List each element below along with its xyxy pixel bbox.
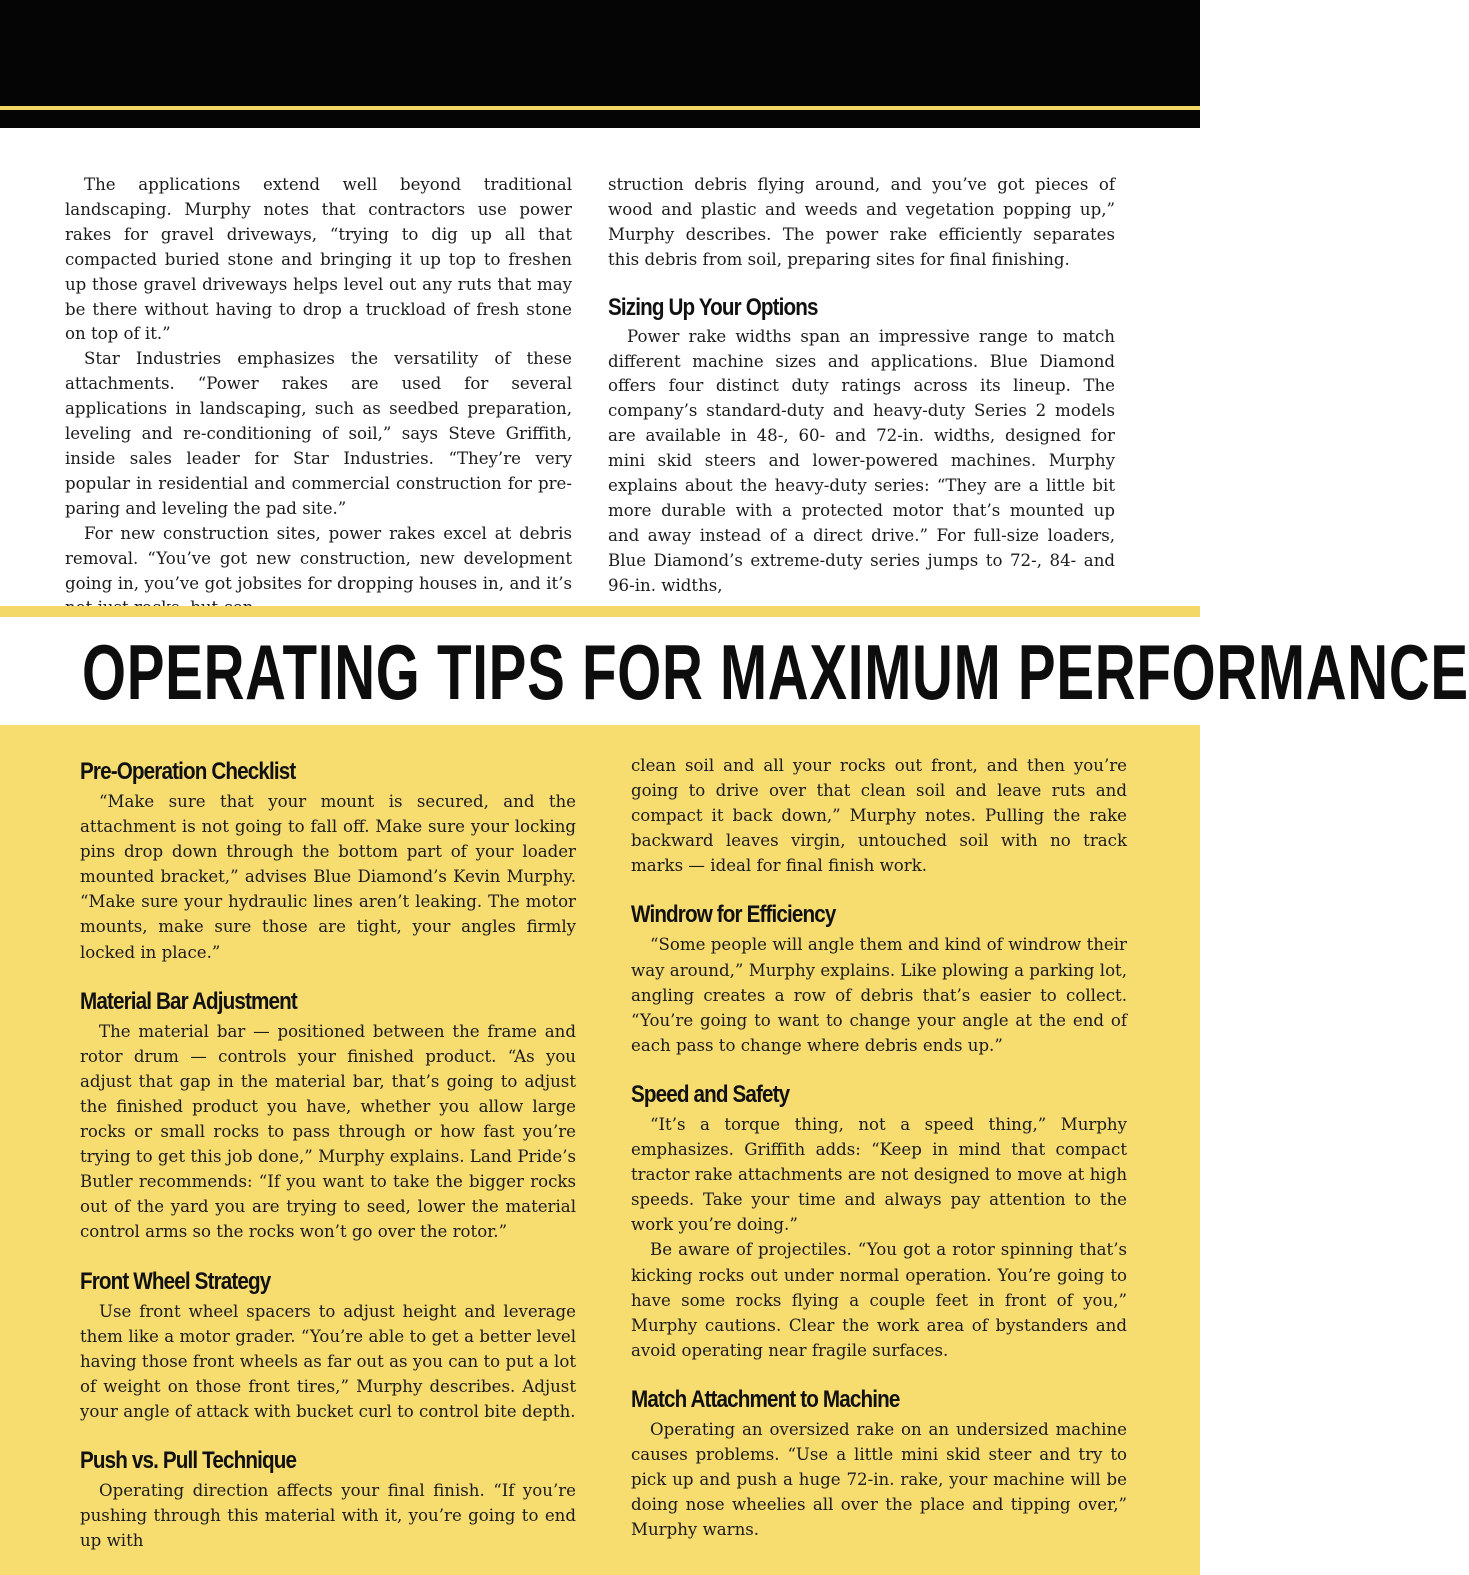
- body-paragraph: Power rake widths span an impressive range to match different machine sizes and applications. Blue Diamond offers four distinct duty ratings across its lineup. The company’s standard-duty and heavy-duty Series 2 models are available in 48-, 60- and 72-in. widths, designed for mini skid steers and lower-powered machines. Murphy explains about the heavy-duty series: “They are a little bit more durable with a protected motor that’s mounted up and away instead of a direct drive.” For full-size loaders, Blue Diamond’s extreme-duty series jumps to 72-, 84- and 96-in. widths,: [608, 326, 1115, 595]
- sidebar-title-area: [0, 617, 1469, 725]
- yellow-band-top: [0, 606, 1200, 617]
- tip-text-continuation: clean soil and all your rocks out front, and then you’re going to drive over that clean soil and leave ruts and compact it back down,” Murphy notes. Pulling the rake backward leaves virgin, untouched soil with no track marks — ideal for final finish work.: [631, 756, 1127, 876]
- tip-heading: Speed and Safety: [631, 1080, 790, 1108]
- body-paragraph-continuation: struction debris flying around, and you’ve got pieces of wood and plastic and weeds and vegetation popping up,” Murphy describes. The power rake efficiently separates this debris from soil, preparing sites for final finishing.: [608, 175, 1115, 269]
- tip-text: Operating an oversized rake on an undersized machine causes problems. “Use a little mini skid steer and try to pick up and push a huge 72-in. rake, your machine will be doing nose wheelies all over the place and tipping over,” Murphy warns.: [631, 1419, 1127, 1540]
- header-black-stripe: [0, 110, 1200, 128]
- upper-right-column: [608, 173, 1115, 599]
- sidebar-right-column: [631, 753, 1127, 1542]
- tip-text: Operating direction affects your final finish. “If you’re pushing through this material with it, you’re going to end up with: [80, 1480, 576, 1551]
- tip-text: Be aware of projectiles. “You got a rotor spinning that’s kicking rocks out under normal operation. You’re going to have some rocks flying a couple feet in front of you,” Murphy cautions. Clear the work area of bystanders and avoid operating near fragile surfaces.: [631, 1240, 1127, 1360]
- tip-text: “It’s a torque thing, not a speed thing,” Murphy emphasizes. Griffith adds: “Keep in mind that compact tractor rake attachments are not designed to move at high speeds. Take your time and always pay attention to the work you’re doing.”: [631, 1114, 1127, 1235]
- tip-text: The material bar — positioned between the frame and rotor drum — controls your finished product. “As you adjust that gap in the material bar, that’s going to adjust the finished product you have, whether you allow large rocks or small rocks to pass through or how fast you’re trying to get this job done,” Murphy explains. Land Pride’s Butler recommends: “If you want to take the bigger rocks out of the yard you are trying to seed, lower the material control arms so the rocks won’t go over the rotor.”: [80, 1021, 576, 1242]
- tip-heading: Material Bar Adjustment: [80, 987, 297, 1015]
- tip-heading: Windrow for Efficiency: [631, 901, 836, 929]
- section-heading: Sizing Up Your Options: [608, 293, 818, 321]
- tip-heading: Front Wheel Strategy: [80, 1267, 271, 1295]
- tip-text: “Some people will angle them and kind of windrow their way around,” Murphy explains. Like plowing a parking lot, angling creates a row of debris that’s easier to collect. “You’re going to want to change your angle at the end of each pass to change where debris ends up.”: [631, 935, 1127, 1055]
- tip-heading: Push vs. Pull Technique: [80, 1446, 297, 1474]
- header-black-band: [0, 0, 1200, 106]
- body-paragraph: The applications extend well beyond traditional landscaping. Murphy notes that contractors use power rakes for gravel driveways, “trying to dig up all that compacted buried stone and bringing it up top to freshen up those gravel driveways helps level out any ruts that may be there without having to drop a truckload of fresh stone on top of it.”: [65, 175, 572, 344]
- body-paragraph: Star Industries emphasizes the versatility of these attachments. “Power rakes are used for several applications in landscaping, such as seedbed preparation, leveling and re-conditioning of soil,” says Steve Griffith, inside sales leader for Star Industries. “They’re very popular in residential and commercial construction for preparing and leveling the pad site.”: [65, 349, 572, 518]
- sidebar-box: [0, 725, 1200, 1575]
- sidebar-title: OPERATING TIPS FOR MAXIMUM PERFORMANCE: [82, 628, 1469, 716]
- tip-text: “Make sure that your mount is secured, and the attachment is not going to fall off. Make sure your locking pins drop down through the bottom part of your loader mounted bracket,” advises Blue Diamond’s Kevin Murphy. “Make sure your hydraulic lines aren’t leaking. The motor mounts, make sure those are tight, your angles firmly locked in place.”: [80, 792, 576, 962]
- sidebar-left-column: [80, 757, 576, 1553]
- body-paragraph: For new construction sites, power rakes excel at debris removal. “You’ve got new construction, new development going in, you’ve got jobsites for dropping houses in, and it’s: [65, 523, 572, 593]
- upper-left-column: [65, 173, 572, 621]
- tip-text: Use front wheel spacers to adjust height and leverage them like a motor grader. “You’re able to get a better level having those front wheels as far out as you can to put a lot of weight on those front tires,” Murphy describes. Adjust your angle of attack with bucket curl to control bite depth.: [80, 1301, 576, 1421]
- tip-heading: Pre-Operation Checklist: [80, 758, 296, 785]
- tip-heading: Match Attachment to Machine: [631, 1385, 900, 1413]
